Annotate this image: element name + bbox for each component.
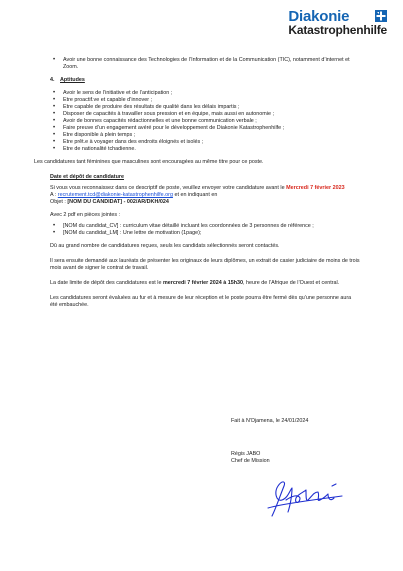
intro-bullet-list — [50, 57, 360, 71]
signatory-name: Régis JABO — [231, 451, 261, 457]
handwritten-signature — [262, 478, 348, 520]
list-item: • Faire preuve d’un engagement avéré pour le développement de Diakonie Katastrophenhilfe ; — [50, 125, 360, 132]
recruitment-email-link[interactable]: recrutement.tcd@diakonie-katastrophenhilfe.org — [57, 192, 173, 198]
list-item: • Etre proactif.ve et capable d’innover ; — [50, 97, 360, 104]
object-prefix: Objet : — [50, 199, 68, 205]
logo-subtitle: Katastrophenhilfe — [288, 23, 387, 37]
signatory-role: Chef de Mission — [231, 458, 270, 464]
encouragement-text: Les candidatures tant féminines que masculines sont encouragées au même titre pour ce poste. — [34, 159, 264, 165]
list-item: • Avoir de bonnes capacités rédactionnelles et une bonne communication verbale ; — [50, 118, 360, 125]
list-item: • Etre de nationalité tchadienne. — [50, 146, 360, 153]
deadline-value: mercredi 7 février 2024 à 15h30 — [162, 280, 244, 286]
list-item: • [NOM du candidat_CV] : curriculum vitae détaillé incluant les coordonnées de 3 personnes de référence ; — [50, 223, 360, 230]
list-item: • Avoir une bonne connaissance des Technologies de l’Information et de la Communication (TIC), notamment d’internet et Zoom. — [50, 57, 360, 71]
attachments-list — [50, 223, 360, 237]
section-title: Aptitudes — [60, 77, 85, 83]
place-and-date: Fait à N’Djamena, le 24/01/2024 — [231, 418, 309, 424]
instruction-text: Si vous vous reconnaissez dans ce descriptif de poste, veuillez envoyer votre candidature avant le — [50, 185, 287, 191]
object-value: [NOM DU CANDIDAT] - 002/AR/DKH/024 — [67, 199, 169, 205]
section-number: 4. — [50, 77, 55, 83]
diakonie-cross-icon — [375, 10, 387, 22]
logo-brand: Diakonie — [288, 8, 350, 25]
signatory-block — [231, 451, 270, 465]
recipient-line — [50, 192, 360, 199]
application-instruction — [50, 185, 360, 192]
attachments-intro: Avec 2 pdf en pièces jointes : — [50, 212, 121, 218]
application-deadline: Mercredi 7 février 2023 — [286, 185, 345, 191]
deadline-suffix: , heure de l’Afrique de l’Ouest et central. — [243, 280, 340, 286]
list-item: • Etre prêt.e à voyager dans des endroits éloignés et isolés ; — [50, 139, 360, 146]
recipient-suffix: et en indiquant en — [172, 192, 218, 198]
list-item: • Etre capable de produire des résultats de qualité dans les délais impartis ; — [50, 104, 360, 111]
object-line — [50, 199, 360, 206]
list-item: • [NOM du candidat_LM] : Une lettre de motivation (1page); — [50, 230, 360, 237]
deadline-prefix: La date limite de dépôt des candidatures est le — [50, 280, 163, 286]
recipient-prefix: A : — [50, 192, 58, 198]
selection-note: Dû au grand nombre de candidatures reçues, seuls les candidats sélectionnés seront contactés. — [50, 243, 280, 249]
diakonie-logo — [288, 9, 387, 37]
date-section-title: Date et dépôt de candidature — [50, 174, 124, 180]
aptitudes-list — [50, 90, 360, 153]
document-body — [34, 57, 360, 309]
list-item: • Etre disponible à plein temps ; — [50, 132, 360, 139]
section-heading — [50, 77, 360, 84]
list-item: • Avoir le sens de l’initiative et de l’anticipation ; — [50, 90, 360, 97]
laureates-note: Il sera ensuite demandé aux lauréats de présenter les originaux de leurs diplômes, un extrait de casier judiciaire de moins de trois mois avant de signer le contrat de travail. — [50, 258, 360, 271]
deadline-line — [50, 280, 360, 287]
evaluation-note: Les candidatures seront évaluées au fur et à mesure de leur réception et le poste pourra être fermé dès qu’une personne aura été embauchée. — [50, 295, 352, 308]
list-item: • Disposer de capacités à travailler sous pression et en équipe, mais aussi en autonomie ; — [50, 111, 360, 118]
